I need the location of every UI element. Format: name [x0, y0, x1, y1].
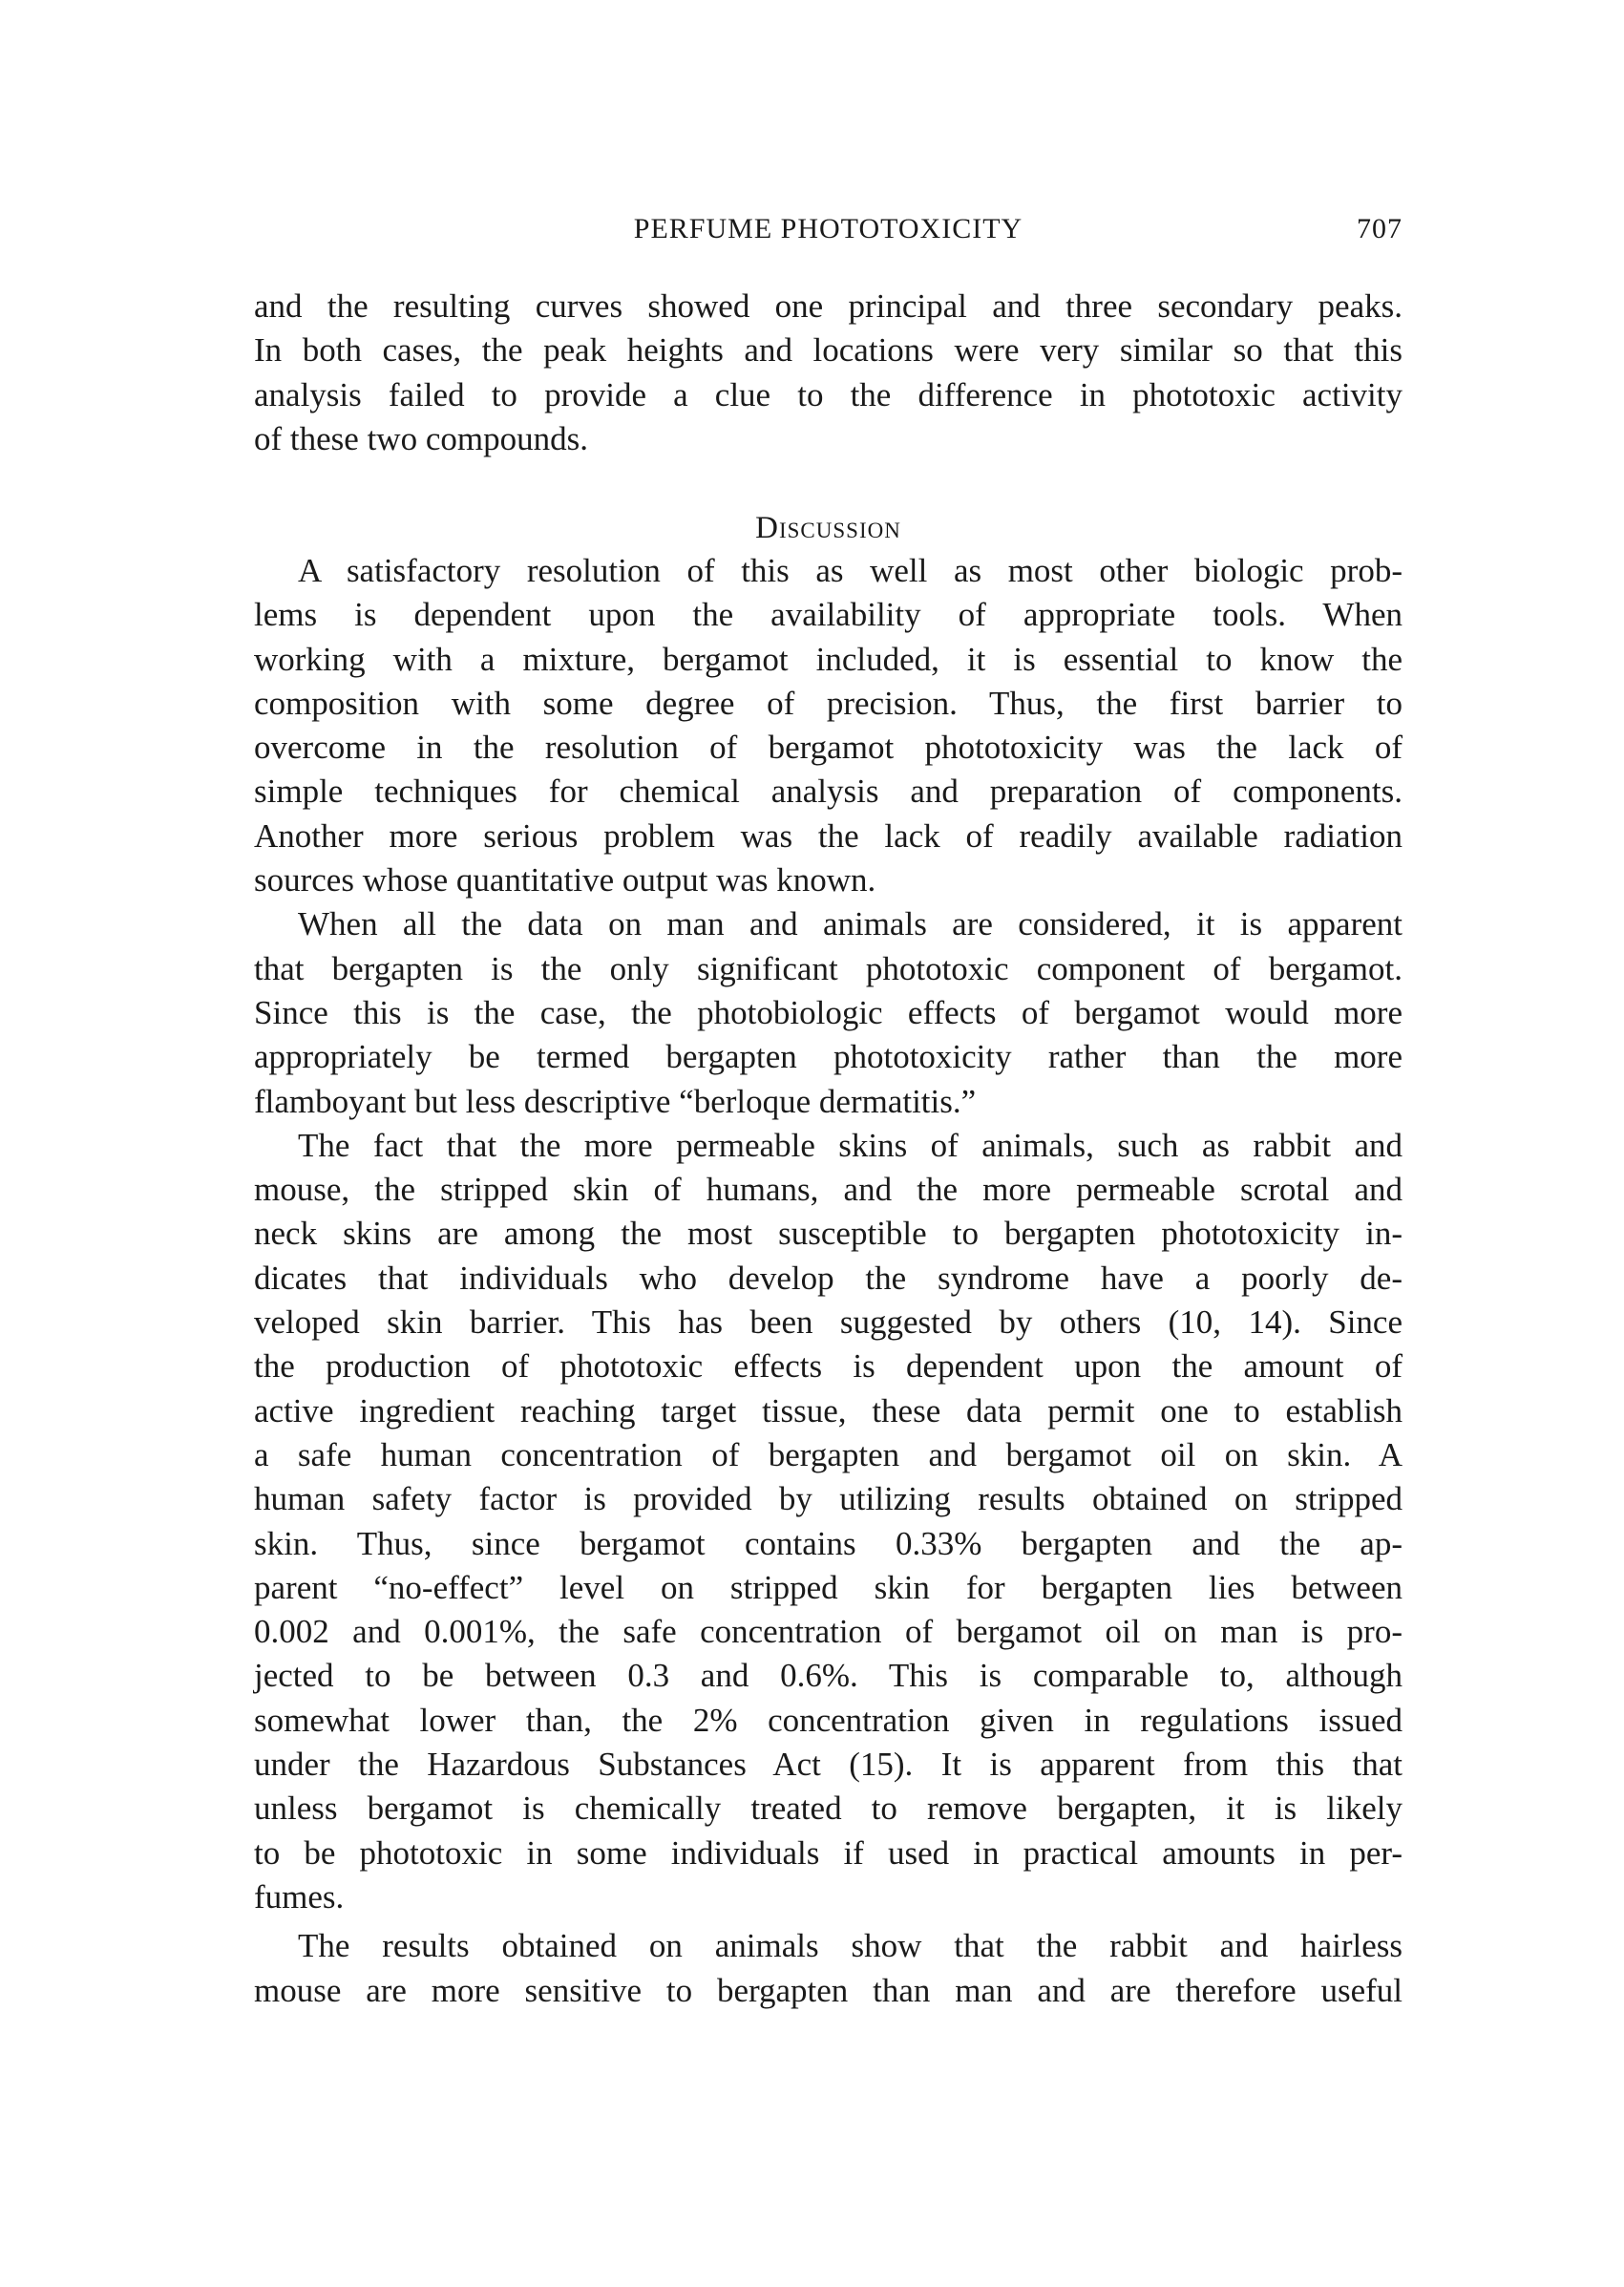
paragraph [254, 285, 1403, 461]
text-line: analysis failed to provide a clue to the difference in phototoxic activity [254, 375, 1403, 413]
text-line: under the Hazardous Substances Act (15). It is apparent from this that [254, 1746, 1403, 1784]
text-line: that bergapten is the only significant phototoxic component of bergamot. [254, 949, 1403, 987]
text-line: and the resulting curves showed one principal and three secondary peaks. [254, 287, 1403, 325]
text-line: flamboyant but less descriptive “berloque dermatitis.” [254, 1082, 977, 1120]
text-line: The fact that the more permeable skins of animals, such as rabbit and [298, 1126, 1403, 1164]
text-line: to be phototoxic in some individuals if used in practical amounts in per- [254, 1833, 1403, 1872]
text-line: veloped skin barrier. This has been suggested by others (10, 14). Since [254, 1303, 1403, 1342]
running-header [254, 210, 1403, 248]
paragraph [254, 902, 1403, 1123]
text-line: neck skins are among the most susceptible to bergapten phototoxicity in- [254, 1215, 1403, 1253]
text-line: appropriately be termed bergapten phototoxicity rather than the more [254, 1038, 1403, 1076]
section-heading-discussion: Discussion [755, 511, 901, 545]
text-line: the production of phototoxic effects is dependent upon the amount of [254, 1347, 1403, 1386]
text-line: The results obtained on animals show that the rabbit and hairless [298, 1927, 1403, 1965]
text-line: composition with some degree of precision. Thus, the first barrier to [254, 684, 1403, 722]
text-line: human safety factor is provided by utilizing results obtained on stripped [254, 1480, 1403, 1518]
paragraph [254, 1124, 1403, 1919]
text-line: working with a mixture, bergamot included, it is essential to know the [254, 640, 1403, 678]
text-line: fumes. [254, 1877, 345, 1916]
text-line: 0.002 and 0.001%, the safe concentration of bergamot oil on man is pro- [254, 1613, 1403, 1651]
text-line: sources whose quantitative output was known. [254, 861, 876, 900]
paragraph [254, 549, 1403, 902]
text-line: A satisfactory resolution of this as well as most other biologic prob- [298, 552, 1403, 589]
text-line: mouse are more sensitive to bergapten than man and are therefore useful [254, 1971, 1403, 2009]
text-line: unless bergamot is chemically treated to remove bergapten, it is likely [254, 1789, 1403, 1828]
text-line: Since this is the case, the photobiologic effects of bergamot would more [254, 993, 1403, 1031]
text-line: somewhat lower than, the 2% concentration given in regulations issued [254, 1701, 1403, 1739]
intro-text [254, 285, 1403, 461]
text-line: skin. Thus, since bergamot contains 0.33% bergapten and the ap- [254, 1524, 1403, 1562]
running-title: PERFUME PHOTOTOXICITY [633, 213, 1023, 244]
page-number: 707 [1357, 213, 1403, 244]
text-line: When all the data on man and animals are considered, it is apparent [298, 905, 1403, 943]
text-line: a safe human concentration of bergapten and bergamot oil on skin. A [254, 1435, 1403, 1473]
text-line: mouse, the stripped skin of humans, and the more permeable scrotal and [254, 1171, 1403, 1209]
text-line: In both cases, the peak heights and locations were very similar so that this [254, 331, 1403, 370]
text-line: active ingredient reaching target tissue, these data permit one to establish [254, 1391, 1403, 1429]
text-line: parent “no-effect” level on stripped skin for bergapten lies between [254, 1568, 1403, 1606]
text-line: lems is dependent upon the availability of appropriate tools. When [254, 596, 1403, 634]
text-line: overcome in the resolution of bergamot phototoxicity was the lack of [254, 729, 1403, 767]
text-line: dicates that individuals who develop the syndrome have a poorly de- [254, 1259, 1403, 1297]
paragraph [254, 1924, 1403, 2013]
text-line: of these two compounds. [254, 419, 588, 457]
discussion-text [254, 549, 1403, 2013]
text-line: simple techniques for chemical analysis and preparation of components. [254, 773, 1403, 811]
text-line: Another more serious problem was the lack of readily available radiation [254, 816, 1403, 855]
text-line: jected to be between 0.3 and 0.6%. This is comparable to, although [254, 1657, 1403, 1695]
